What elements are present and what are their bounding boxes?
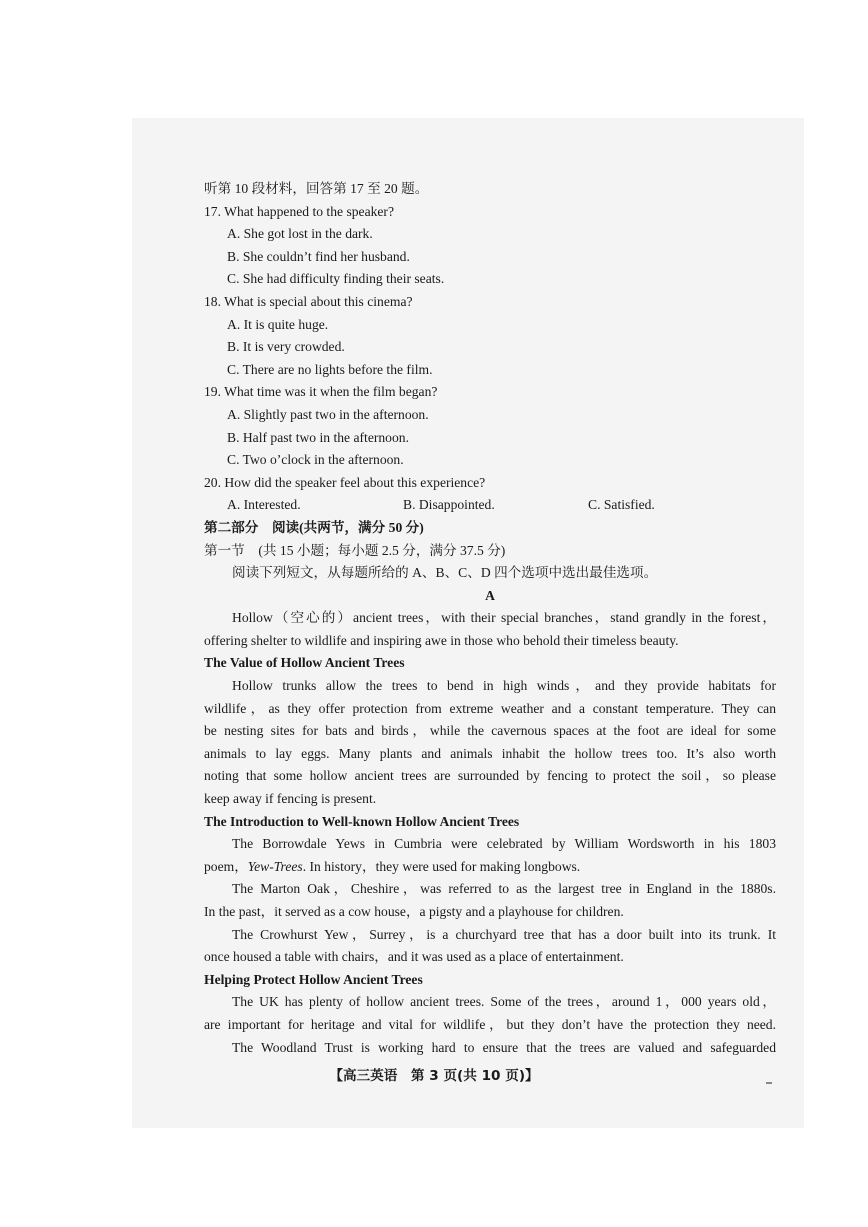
protect-paragraph (204, 991, 776, 1036)
exam-page-content (204, 178, 776, 1059)
option-c: C. Two o’clock in the afternoon. (227, 452, 404, 468)
value-paragraph (204, 675, 776, 811)
option-b: B. Half past two in the afternoon. (227, 429, 409, 445)
option-b: B. It is very crowded. (227, 339, 345, 355)
text-line: keep away if fencing is present. (204, 791, 377, 807)
text-line: The Borrowdale Yews in Cumbria were celebrated by William Wordsworth in his 1803 (232, 836, 776, 852)
section-heading: The Introduction to Well-known Hollow Ancient Trees (204, 813, 520, 829)
question-17 (204, 201, 776, 291)
reading-instruction: 阅读下列短文，从每题所给的 A、B、C、D 四个选项中选出最佳选项。 (232, 565, 658, 581)
question-20 (204, 472, 776, 517)
text-line: Hollow trunks allow the trees to bend in high winds，and they provide habitats for (232, 678, 776, 694)
text-line: offering shelter to wildlife and inspiring awe in those who behold their timeless beauty. (204, 632, 679, 648)
text-line: The Marton Oak，Cheshire，was referred to as the largest tree in England in the 1880s. (232, 881, 776, 897)
option-b: B. She couldn’t find her husband. (227, 248, 410, 264)
text-line: are important for heritage and vital for wildlife，but they don’t have the protection they need. (204, 1016, 776, 1032)
section-title: 第一节 (共 15 小题；每小题 2.5 分，满分 37.5 分) (204, 542, 506, 558)
poem-title: Yew-Trees (247, 858, 303, 874)
listening-instruction: 听第 10 段材料，回答第 17 至 20 题。 (204, 181, 429, 196)
marton-paragraph (204, 878, 776, 923)
page-footer: 【高三英语 第 3 页(共 10 页)】 (329, 1068, 539, 1084)
text-line: The Crowhurst Yew，Surrey，is a churchyard tree that has a door built into its trunk. It (232, 926, 776, 942)
question-stem: 18. What is special about this cinema? (204, 293, 413, 309)
option-c: C. Satisfied. (588, 497, 655, 513)
section-heading: The Value of Hollow Ancient Trees (204, 655, 405, 671)
borrowdale-paragraph (204, 833, 776, 878)
crowhurst-paragraph (204, 924, 776, 969)
text-line: animals to lay eggs. Many plants and animals inhabit the hollow trees too. It’s also worth (204, 745, 776, 761)
option-a: A. Slightly past two in the afternoon. (227, 406, 429, 422)
option-a: A. She got lost in the dark. (227, 226, 373, 242)
scan-speck (766, 1082, 772, 1084)
text-line (204, 856, 776, 879)
option-c: C. She had difficulty finding their seats. (227, 271, 445, 287)
text-segment: . In history，they were used for making longbows. (302, 858, 581, 874)
text-line: once housed a table with chairs，and it was used as a place of entertainment. (204, 949, 624, 965)
options-row (204, 494, 776, 517)
question-stem: 19. What time was it when the film began? (204, 384, 438, 400)
question-18 (204, 291, 776, 381)
option-a: A. It is quite huge. (227, 316, 329, 332)
section-heading: Helping Protect Hollow Ancient Trees (204, 971, 423, 987)
question-stem: 20. How did the speaker feel about this experience? (204, 474, 486, 490)
text-line: be nesting sites for bats and birds，while the cavernous spaces at the foot are ideal for some (204, 723, 776, 739)
option-b: B. Disappointed. (403, 497, 495, 513)
text-line: The UK has plenty of hollow ancient trees. Some of the trees，around 1，000 years old， (232, 994, 776, 1010)
question-19 (204, 381, 776, 471)
part-title: 第二部分 阅读(共两节，满分 50 分) (204, 519, 424, 535)
question-stem: 17. What happened to the speaker? (204, 203, 394, 219)
text-line: noting that some hollow ancient trees are surrounded by fencing to protect the soil，so please (204, 768, 776, 784)
text-line: Hollow（空心的）ancient trees，with their special branches，stand grandly in the forest， (232, 610, 776, 626)
option-c: C. There are no lights before the film. (227, 361, 433, 377)
passage-label: A (485, 587, 495, 603)
text-line: wildlife，as they offer protection from extreme weather and a constant temperature. They can (204, 700, 776, 716)
woodland-line: The Woodland Trust is working hard to ensure that the trees are valued and safeguarded (232, 1039, 776, 1055)
text-segment: poem， (204, 858, 248, 874)
intro-paragraph (204, 607, 776, 652)
text-line: In the past，it served as a cow house，a pigsty and a playhouse for children. (204, 904, 624, 919)
option-a: A. Interested. (227, 497, 301, 513)
